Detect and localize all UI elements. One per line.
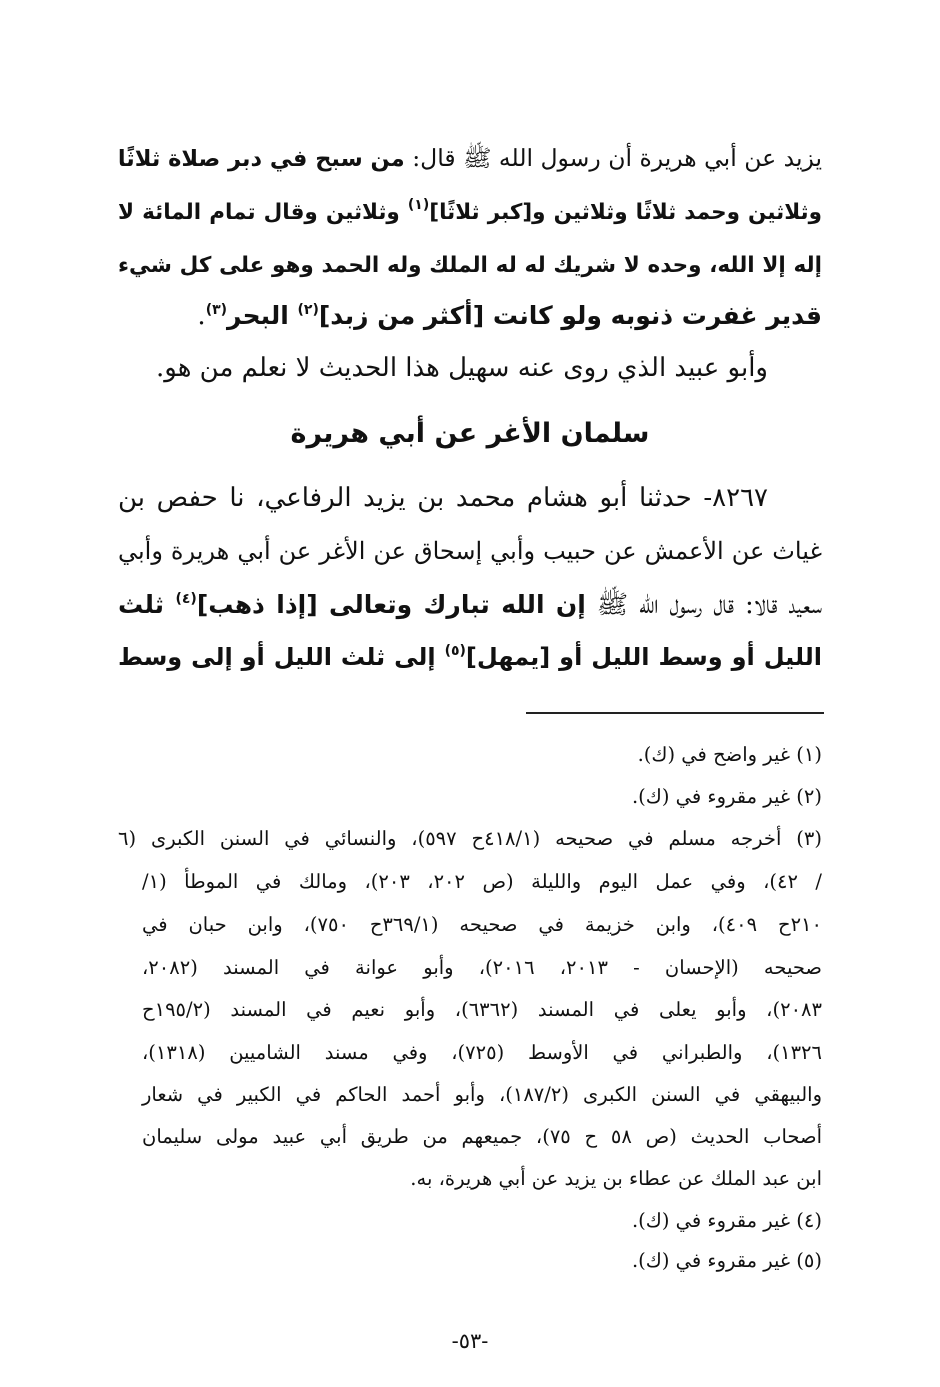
body-line-8: سعيد قالا: قال رسول الله ﷺ إن الله تبارك وتعالى [إذا ذهب]$^{(٤)}$ ثلث — [118, 590, 822, 620]
footnote-line: والبيهقي في السنن الكبرى (١٨٧/٢)، وأبو أحمد الحاكم في الكبير في شعار — [142, 1083, 822, 1106]
body-line-2: وثلاثين وحمد ثلاثًا وثلاثين و[كبر ثلاثًا]$^{(١)}$ وثلاثين وقال تمام المائة لا — [118, 197, 822, 225]
section-title: سلمان الأغر عن أبي هريرة — [290, 418, 650, 449]
body-line-4: قدير غفرت ذنوبه ولو كانت [أكثر من زبد]$^{(٢)}$ البحر$^{(٣)}$. — [197, 301, 822, 331]
body-line-1: يزيد عن أبي هريرة أن رسول الله ﷺ قال: من سبح في دبر صلاة ثلاثًا — [117, 144, 822, 172]
body-line-5: وأبو عبيد الذي روى عنه سهيل هذا الحديث لا نعلم من هو. — [156, 353, 768, 383]
page-number: -٥٣- — [451, 1329, 489, 1353]
footnote-line: (٥) غير مقروء في (ك). — [631, 1249, 822, 1272]
footnote-line: (٤) غير مقروء في (ك). — [631, 1209, 822, 1232]
footnote-line: / ٤٢)، وفي عمل اليوم والليلة (ص ٢٠٢، ٢٠٣)، ومالك في الموطأ (١/ — [142, 870, 822, 893]
footnote-line: صحيحه (الإحسان - ٢٠١٣، ٢٠١٦)، وأبو عوانة في المسند (٢٠٨٢، — [142, 956, 822, 979]
footnote-line: ٢٠٨٣)، وأبو يعلى في المسند (٦٣٦٢)، وأبو نعيم في المسند (١٩٥/٢ح — [142, 998, 822, 1021]
body-line-6: ٨٢٦٧- حدثنا أبو هشام محمد بن يزيد الرفاعي، نا حفص بن — [118, 483, 768, 513]
body-line-3: إله إلا الله، وحده لا شريك له له الملك وله الحمد وهو على كل شيء — [118, 253, 822, 278]
footnote-line: ٢١٠ح ٤٠٩)، وابن خزيمة في صحيحه (٣٦٩/١ح ٧٥٠)، وابن حبان في — [142, 913, 822, 936]
body-line-9: الليل أو وسط الليل أو [يمهل]$^{(٥)}$ إلى ثلث الليل أو إلى وسط — [118, 643, 822, 671]
body-line-7: غياث عن الأعمش عن حبيب وأبي إسحاق عن الأغر عن أبي هريرة وأبي — [118, 537, 822, 565]
footnote-separator — [526, 712, 824, 714]
footnote-line: (٣) أخرجه مسلم في صحيحه (٤١٨/١ح ٥٩٧)، والنسائي في السنن الكبرى (٦ — [118, 827, 822, 850]
footnote-line: ١٣٢٦)، والطبراني في الأوسط (٧٢٥)، وفي مسند الشاميين (١٣١٨)، — [142, 1041, 823, 1064]
footnote-line: (٢) غير مقروء في (ك). — [631, 785, 822, 808]
footnote-line: (١) غير واضح في (ك). — [637, 743, 822, 766]
footnote-line: ابن عبد الملك عن عطاء بن يزيد عن أبي هريرة، به. — [410, 1167, 822, 1190]
footnote-line: أصحاب الحديث (ص ٥٨ ح ٧٥)، جميعهم من طريق أبي عبيد مولى سليمان — [142, 1125, 822, 1148]
